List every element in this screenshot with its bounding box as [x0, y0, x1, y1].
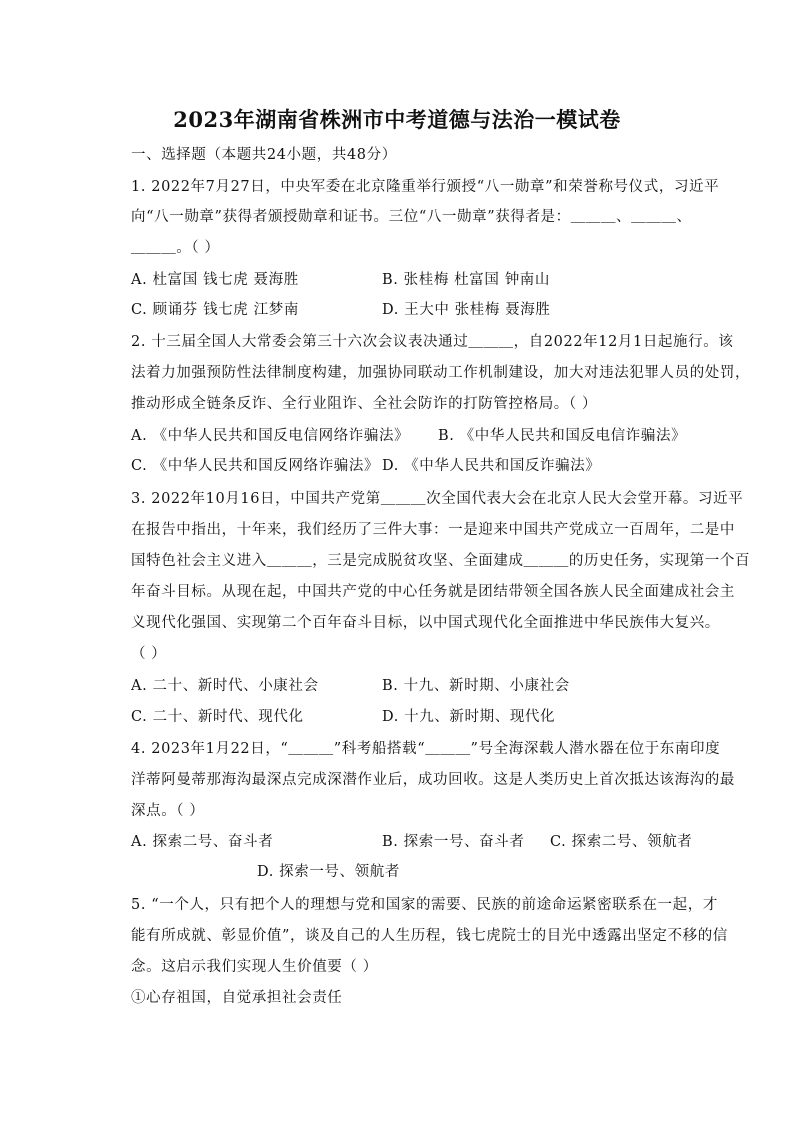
q5-statement-1: ①心存祖国，自觉承担社会责任 — [131, 990, 343, 1006]
q4-line-3: 深点。（ ） — [131, 803, 205, 819]
q4-option-a: A. 探索二号、奋斗者 — [131, 834, 274, 850]
q3-line-1: 3. 2022年10月16日，中国共产党第＿＿＿次全国代表大会在北京人民大会堂开幕。习近平 — [131, 491, 744, 507]
q2-option-c: C. 《中华人民共和国反网络诈骗法》 — [131, 458, 380, 474]
q5-line-1: 5. “一个人，只有把个人的理想与党和国家的需要、民族的前途命运紧密联系在一起，才 — [131, 897, 718, 913]
page-title: 2023年湖南省株洲市中考道德与法治一模试卷 — [173, 107, 621, 132]
q2-option-a: A. 《中华人民共和国反电信网络诈骗法》 — [131, 428, 410, 444]
q3-option-c: C. 二十、新时代、现代化 — [131, 709, 304, 725]
q4-line-1: 4. 2023年1月22日，“＿＿＿”科考船搭载“＿＿＿”号全海深载人潜水器在位于东南印度 — [131, 741, 721, 757]
q4-option-d: D. 探索一号、领航者 — [257, 864, 400, 880]
q2-line-3: 推动形成全链条反诈、全行业阻诈、全社会防诈的打防管控格局。（ ） — [131, 396, 598, 412]
q1-line-3: ＿＿＿。（ ） — [131, 240, 220, 256]
q2-option-d: D. 《中华人民共和国反诈骗法》 — [382, 458, 601, 474]
q1-option-a: A. 杜富国 钱七虎 聂海胜 — [131, 272, 299, 288]
q3-line-6: （ ） — [131, 646, 167, 662]
q3-line-2: 在报告中指出，十年来，我们经历了三件大事：一是迎来中国共产党成立一百周年，二是中 — [131, 522, 735, 538]
q3-option-a: A. 二十、新时代、小康社会 — [131, 678, 319, 694]
q4-option-b: B. 探索一号、奋斗者 — [382, 834, 525, 850]
q3-line-3: 国特色社会主义进入＿＿＿，三是完成脱贫攻坚、全面建成＿＿＿的历史任务，实现第一个百 — [131, 553, 751, 569]
q2-line-1: 2. 十三届全国人大常委会第三十六次会议表决通过＿＿＿，自2022年12月1日起施行。该 — [131, 334, 734, 350]
q4-option-c: C. 探索二号、领航者 — [550, 834, 693, 850]
q2-line-2: 法着力加强预防性法律制度构建，加强协同联动工作机制建设，加大对违法犯罪人员的处罚， — [131, 365, 751, 381]
q3-option-b: B. 十九、新时期、小康社会 — [382, 678, 570, 694]
q1-option-b: B. 张桂梅 杜富国 钟南山 — [382, 272, 550, 288]
q5-line-3: 念。这启示我们实现人生价值要（ ） — [131, 959, 378, 975]
q2-option-b: B. 《中华人民共和国反电信诈骗法》 — [438, 428, 687, 444]
q3-line-4: 年奋斗目标。从现在起，中国共产党的中心任务就是团结带领全国各族人民全面建成社会主 — [131, 584, 735, 600]
q3-line-5: 义现代化强国、实现第二个百年奋斗目标，以中国式现代化全面推进中华民族伟大复兴。 — [131, 615, 720, 631]
section-heading: 一、选择题（本题共24小题，共48分） — [131, 147, 397, 163]
q1-line-1: 1. 2022年7月27日，中央军委在北京隆重举行颁授“八一勋章”和荣誉称号仪式，习近平 — [131, 179, 720, 195]
q3-option-d: D. 十九、新时期、现代化 — [382, 709, 556, 725]
q1-option-c: C. 顾诵芬 钱七虎 江梦南 — [131, 302, 299, 318]
q4-line-2: 洋蒂阿曼蒂那海沟最深点完成深潜作业后，成功回收。这是人类历史上首次抵达该海沟的最 — [131, 772, 735, 788]
q1-option-d: D. 王大中 张桂梅 聂海胜 — [382, 302, 551, 318]
q5-line-2: 能有所成就、彰显价值”，谈及自己的人生历程，钱七虎院士的目光中透露出坚定不移的信 — [131, 928, 728, 944]
q1-line-2: 向“八一勋章”获得者颁授勋章和证书。三位“八一勋章”获得者是：＿＿＿、＿＿＿、 — [131, 209, 692, 225]
